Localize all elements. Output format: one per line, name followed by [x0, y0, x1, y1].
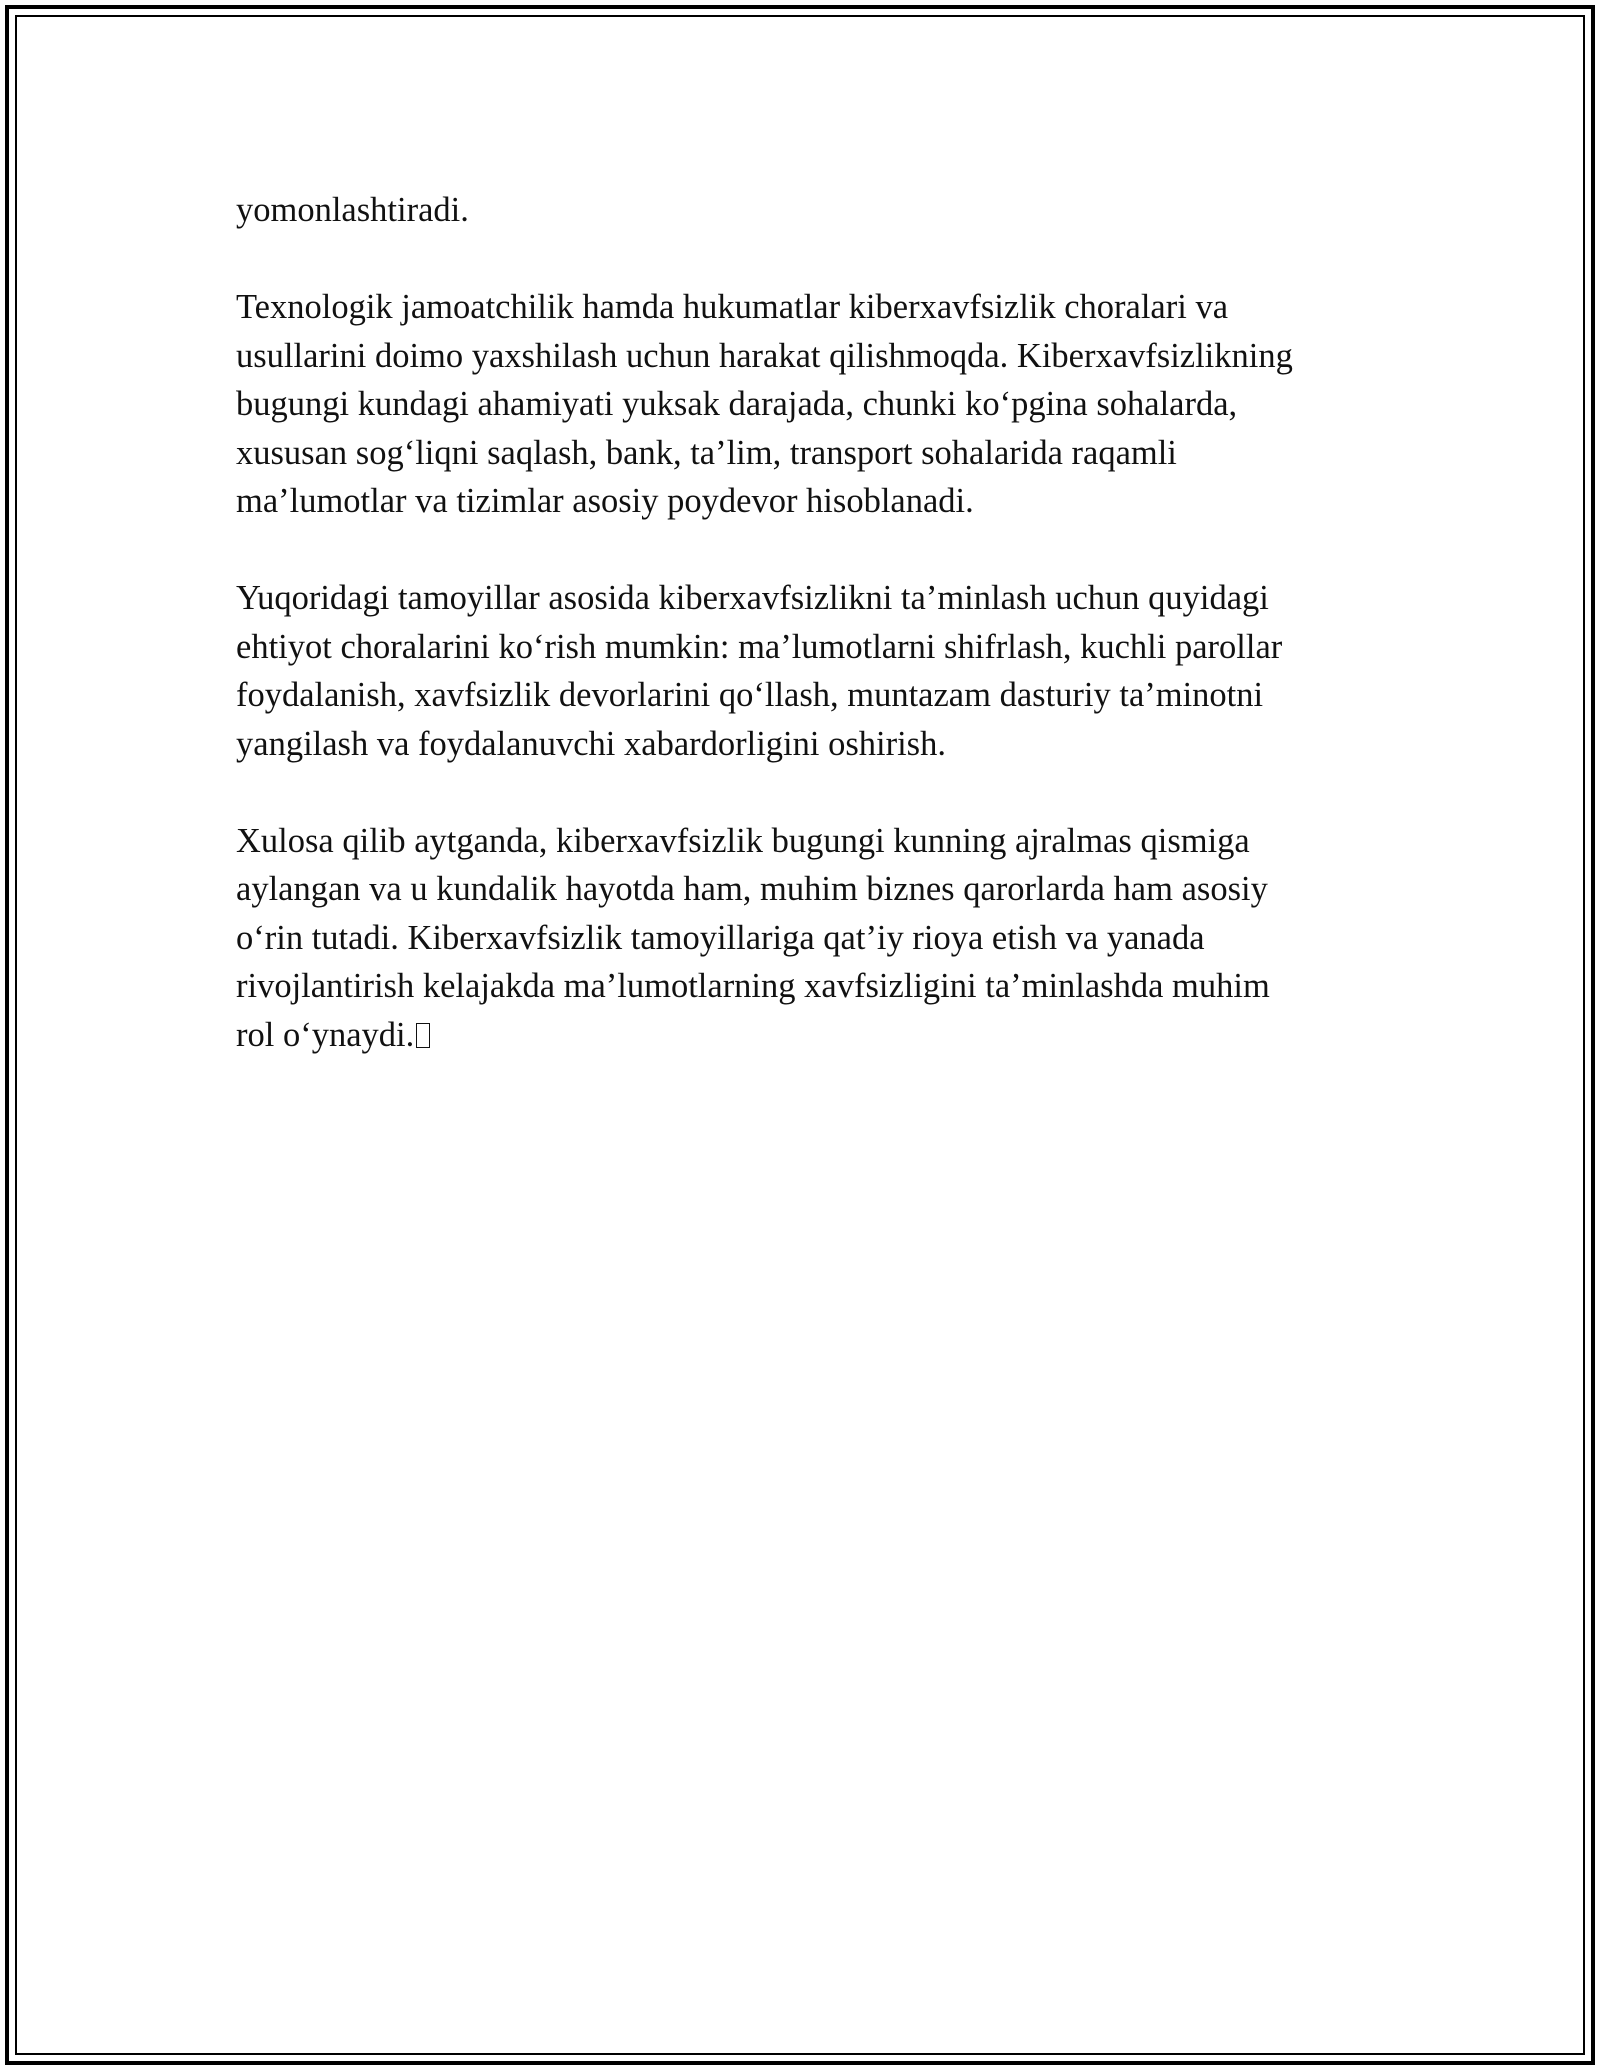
text-line: rol o‘ynaydi.: [236, 1015, 415, 1054]
text-line: xususan sog‘liqni saqlash, bank, ta’lim, transport sohalarida raqamli: [236, 433, 1177, 472]
text-line: Texnologik jamoatchilik hamda hukumatlar kiberxavfsizlik choralari va: [236, 288, 1229, 326]
text-line: Xulosa qilib aytganda, kiberxavfsizlik bugungi kunning ajralmas qismiga: [236, 821, 1250, 860]
text-line: Yuqoridagi tamoyillar asosida kiberxavfsizlikni ta’minlash uchun quyidagi: [236, 579, 1269, 617]
text-line: foydalanish, xavfsizlik devorlarini qo‘llash, muntazam dasturiy ta’minotni: [236, 676, 1264, 714]
text-line: yangilash va foydalanuvchi xabardorligini oshirish.: [236, 724, 946, 763]
text-line: ma’lumotlar va tizimlar asosiy poydevor hisoblanadi.: [236, 482, 974, 520]
text-line: bugungi kundagi ahamiyati yuksak darajada, chunki ko‘pgina sohalarda,: [236, 385, 1238, 423]
text-line-last: [236, 1011, 1416, 1060]
missing-glyph-box-icon: [416, 1023, 430, 1048]
paragraph-1: [236, 186, 1416, 235]
text-line: aylangan va u kundalik hayotda ham, muhim biznes qarorlarda ham asosiy: [236, 870, 1268, 908]
paragraph-4: [236, 817, 1416, 1060]
text-line: o‘rin tutadi. Kiberxavfsizlik tamoyillariga qat’iy rioya etish va yanada: [236, 918, 1205, 957]
document-body: [236, 186, 1416, 1108]
text-line: ehtiyot choralarini ko‘rish mumkin: ma’lumotlarni shifrlash, kuchli parollar: [236, 627, 1283, 666]
text-line: yomonlashtiradi.: [236, 191, 469, 229]
paragraph-2: [236, 283, 1416, 526]
paragraph-3: [236, 574, 1416, 768]
text-line: rivojlantirish kelajakda ma’lumotlarning xavfsizligini ta’minlashda muhim: [236, 967, 1270, 1005]
text-line: usullarini doimo yaxshilash uchun harakat qilishmoqda. Kiberxavfsizlikning: [236, 336, 1293, 375]
